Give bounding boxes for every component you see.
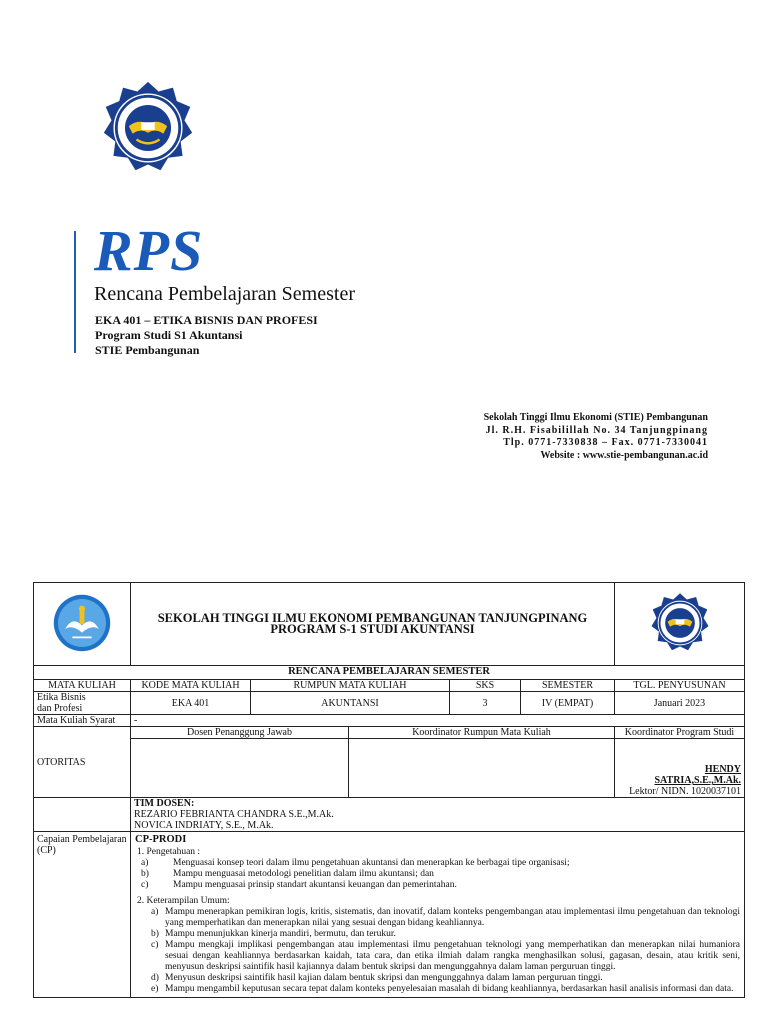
team-spacer: [34, 798, 131, 832]
list-item: a) Mampu menerapkan pemikiran logis, kritis, sistematis, dan inovatif, dalam konteks pengembangan atau implementasi ilmu pengetahuan dan teknologi yang memperhatikan dan menerapkan nilai yang sesuai dengan bidang keahliannya.: [151, 907, 740, 928]
course-syarat: -: [131, 715, 745, 727]
label-mata-kuliah: MATA KULIAH: [34, 680, 131, 692]
label-sks: SKS: [450, 680, 521, 692]
prerequisite-row: [34, 715, 745, 727]
address-line-2: Jl. R.H. Fisabilillah No. 34 Tanjungpinang: [485, 424, 708, 436]
course-semester: IV (EMPAT): [521, 692, 615, 715]
sign-koordinator-prodi: [615, 739, 745, 798]
label-semester: SEMESTER: [521, 680, 615, 692]
sign-dosen-pj: [131, 739, 349, 798]
course-tgl: Januari 2023: [615, 692, 745, 715]
label-dosen-pj: Dosen Penanggung Jawab: [131, 727, 349, 739]
list-item: a) Menguasai konsep teori dalam ilmu pengetahuan akuntansi dan menerapkan ke berbagai tipe organisasi;: [141, 858, 570, 868]
cover-institution-line: STIE Pembangunan: [95, 343, 200, 357]
label-kode: KODE MATA KULIAH: [131, 680, 251, 692]
cover-course-info: [95, 313, 318, 358]
label-tgl: TGL. PENYUSUNAN: [615, 680, 745, 692]
cp-prodi-heading: CP-PRODI: [135, 834, 187, 845]
team-cell: [131, 798, 745, 832]
cover-program-line: Program Studi S1 Akuntansi: [95, 328, 243, 342]
label-syarat: Mata Kuliah Syarat: [34, 715, 131, 727]
institution-header: [131, 583, 615, 666]
cp-row: [34, 832, 745, 998]
tut-wuri-handayani-icon: [52, 593, 112, 653]
institution-name: SEKOLAH TINGGI ILMU EKONOMI PEMBANGUNAN TANJUNGPINANG: [157, 611, 588, 625]
course-rumpun: AKUNTANSI: [251, 692, 450, 715]
course-name-line-1: Etika Bisnis: [37, 692, 86, 703]
course-sks: 3: [450, 692, 521, 715]
coordinator-name: HENDY SATRIA,S.E.,M.Ak.: [654, 764, 741, 786]
stie-crest-icon: [649, 592, 711, 654]
header-row: [34, 583, 745, 666]
program-name: PROGRAM S-1 STUDI AKUNTANSI: [270, 622, 475, 636]
otoritas-sign-row: [34, 739, 745, 798]
left-logo-cell: [34, 583, 131, 666]
title-row: [34, 666, 745, 680]
list-item: b) Mampu menguasai metodologi penelitian dalam ilmu akuntansi; dan: [141, 869, 434, 879]
vertical-blue-rule: [74, 231, 76, 353]
cover-course-line: EKA 401 – ETIKA BISNIS DAN PROFESI: [95, 313, 318, 327]
label-koordinator-rumpun: Koordinator Rumpun Mata Kuliah: [349, 727, 615, 739]
rps-subtitle: Rencana Pembelajaran Semester: [94, 283, 355, 305]
rps-table: [33, 582, 745, 998]
course-name: [34, 692, 131, 715]
cp-section-pengetahuan: 1. Pengetahuan :: [137, 847, 201, 857]
list-item: e) Mampu mengambil keputusan secara tepat dalam konteks penyelesaian masalah di bidang keahliannya, berdasarkan hasil analisis informasi dan data.: [151, 984, 734, 994]
team-member: NOVICA INDRIATY, S.E., M.Ak.: [134, 820, 274, 831]
label-koordinator-prodi: Koordinator Program Studi: [615, 727, 745, 739]
institution-address: [484, 412, 708, 462]
label-otoritas: OTORITAS: [34, 727, 131, 798]
right-logo-cell: [615, 583, 745, 666]
team-label: TIM DOSEN:: [134, 798, 195, 809]
list-item: d) Menyusun deskripsi saintifik hasil kajian dalam bentuk skripsi dan mengunggahnya dalam laman perguruan tinggi.: [151, 973, 603, 983]
team-row: [34, 798, 745, 832]
coordinator-title: Lektor/ NIDN. 1020037101: [629, 786, 741, 797]
rps-title: RPS: [94, 218, 204, 283]
list-item: c) Mampu menguasai prinsip standart akuntansi keuangan dan pemerintahan.: [141, 880, 457, 890]
label-cp: Capaian Pembelajaran (CP): [34, 832, 131, 998]
address-line-4: Website : www.stie-pembangunan.ac.id: [540, 449, 708, 461]
course-name-line-2: dan Profesi: [37, 703, 83, 714]
sign-koordinator-rumpun: [349, 739, 615, 798]
list-item: b) Mampu menunjukkan kinerja mandiri, bermutu, dan terukur.: [151, 929, 396, 939]
label-rumpun: RUMPUN MATA KULIAH: [251, 680, 450, 692]
list-item: c) Mampu mengkaji implikasi pengembangan atau implementasi ilmu pengetahuan teknologi yang memperhatikan dan menerapkan nilai humaniora sesuai dengan keahliannya berdasarkan kaidah, tata cara, dan etika ilmiah dalam rangka menghasilkan solusi, gagasan, desain, atau kritik seni, menyusun deskripsi saintifik hasil kajiannya dalam bentuk skripsi dan mengunggahnya dalam laman perguruan tinggi.: [151, 940, 740, 972]
otoritas-head-row: [34, 727, 745, 739]
address-line-3: Tlp. 0771-7330838 – Fax. 0771-7330041: [503, 437, 708, 448]
stie-crest-icon: [100, 80, 196, 176]
course-label-row: [34, 680, 745, 692]
cp-content: [131, 832, 745, 998]
address-line-1: Sekolah Tinggi Ilmu Ekonomi (STIE) Pembangunan: [483, 412, 708, 423]
team-member: REZARIO FEBRIANTA CHANDRA S.E.,M.Ak.: [134, 809, 334, 820]
course-value-row: [34, 692, 745, 715]
cp-section-keterampilan: 2. Keterampilan Umum:: [137, 896, 230, 906]
doc-title: RENCANA PEMBELAJARAN SEMESTER: [34, 666, 745, 680]
course-kode: EKA 401: [131, 692, 251, 715]
